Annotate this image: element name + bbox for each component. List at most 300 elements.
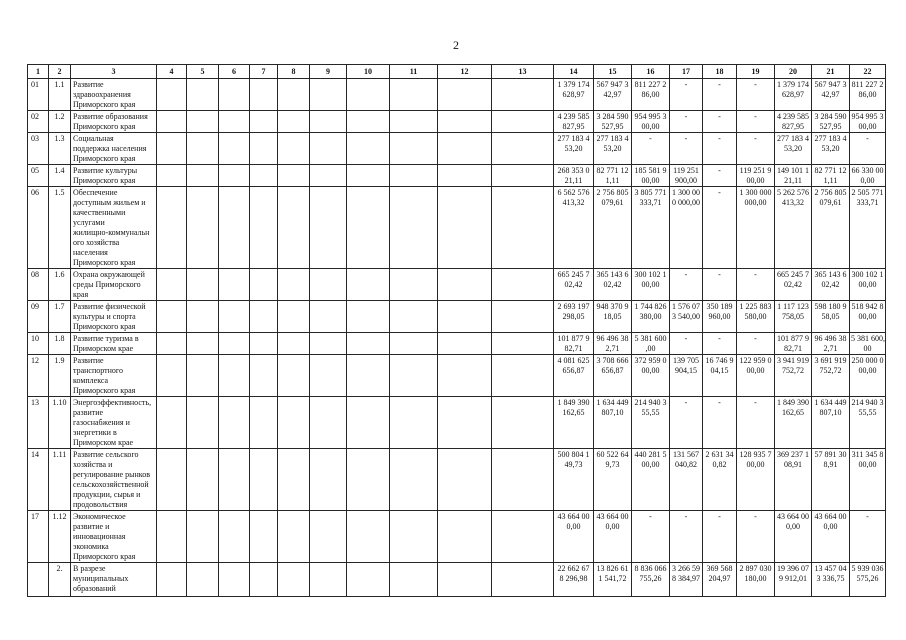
value-cell: 43 664 00 0,00 — [775, 511, 812, 563]
value-cell: 2 505 771 333,71 — [850, 187, 886, 269]
value-cell — [278, 355, 310, 397]
value-cell — [390, 269, 438, 301]
value-cell: 1 744 826 380,00 — [632, 301, 670, 333]
table-row — [28, 133, 886, 165]
value-cell — [492, 511, 554, 563]
value-cell — [187, 165, 219, 187]
value-cell — [310, 269, 347, 301]
value-cell — [219, 449, 250, 511]
value-cell — [390, 111, 438, 133]
value-cell: 4 239 585 827,95 — [775, 111, 812, 133]
value-cell: - — [703, 333, 737, 355]
value-cell: 277 183 4 53,20 — [594, 133, 632, 165]
value-cell — [219, 269, 250, 301]
value-cell — [438, 133, 492, 165]
value-cell — [347, 79, 390, 111]
value-cell: 3 941 919 752,72 — [775, 355, 812, 397]
value-cell — [219, 165, 250, 187]
column-number-header: 13 — [492, 65, 554, 79]
value-cell: 268 353 0 21,11 — [554, 165, 594, 187]
value-cell — [187, 355, 219, 397]
value-cell: 82 771 12 1,11 — [594, 165, 632, 187]
program-name-cell: Развитие физической культуры и спорта Приморского края — [71, 301, 157, 333]
table-row — [28, 111, 886, 133]
program-name-cell: Социальная поддержка населения Приморского края — [71, 133, 157, 165]
value-cell — [219, 79, 250, 111]
value-cell: - — [703, 397, 737, 449]
value-cell — [278, 449, 310, 511]
value-cell — [278, 333, 310, 355]
row-number-cell: 1.3 — [49, 133, 71, 165]
value-cell: 5 381 600, 00 — [851, 334, 885, 353]
value-cell: 311 345 8 00,00 — [850, 449, 886, 511]
table-row — [28, 79, 886, 111]
value-cell: 567 947 3 42,97 — [594, 79, 632, 111]
value-cell: 96 496 38 2,71 — [812, 333, 850, 355]
value-cell: - — [670, 79, 703, 111]
value-cell — [157, 333, 187, 355]
row-number-cell: 1.7 — [49, 301, 71, 333]
value-cell — [438, 563, 492, 597]
value-cell: 149 101 1 21,11 — [775, 165, 812, 187]
row-code-cell — [28, 563, 49, 597]
value-cell: 567 947 3 42,97 — [812, 79, 850, 111]
value-cell — [492, 333, 554, 355]
value-cell: 13 457 04 3 336,75 — [812, 563, 850, 597]
program-name-cell: Энергоэффективность, развитие газоснабжения и энергетики в Приморском крае — [71, 397, 157, 449]
value-cell: 277 183 4 53,20 — [775, 133, 812, 165]
value-cell — [347, 397, 390, 449]
value-cell — [492, 187, 554, 269]
value-cell — [310, 187, 347, 269]
value-cell — [187, 301, 219, 333]
value-cell — [310, 511, 347, 563]
table-row — [28, 511, 886, 563]
table-row — [28, 563, 886, 597]
program-name-cell: В разрезе муниципальных образований — [71, 563, 157, 597]
value-cell — [250, 165, 278, 187]
value-cell — [250, 269, 278, 301]
value-cell: 2 756 805 079,61 — [812, 187, 850, 269]
value-cell — [390, 449, 438, 511]
value-cell: - — [632, 133, 670, 165]
value-cell: 250 000 0 00,00 — [850, 355, 886, 397]
value-cell — [250, 111, 278, 133]
value-cell: 4 239 585 827,95 — [554, 111, 594, 133]
value-cell — [278, 79, 310, 111]
value-cell: 3 284 590 527,95 — [594, 111, 632, 133]
value-cell — [310, 111, 347, 133]
value-cell — [278, 165, 310, 187]
page-number: 2 — [453, 38, 459, 52]
value-cell: 19 396 07 9 912,01 — [775, 563, 812, 597]
value-cell — [438, 301, 492, 333]
value-cell: 5 262 576 413,32 — [775, 187, 812, 269]
value-cell — [390, 301, 438, 333]
value-cell — [390, 355, 438, 397]
value-cell — [250, 187, 278, 269]
value-cell — [438, 397, 492, 449]
value-cell: 60 522 64 9,73 — [594, 449, 632, 511]
table-row — [28, 397, 886, 449]
row-number-cell: 2. — [49, 563, 71, 597]
value-cell — [492, 165, 554, 187]
value-cell: 3 805 771 333,71 — [632, 187, 670, 269]
value-cell — [219, 333, 250, 355]
program-name-cell: Развитие транспортного комплекса Приморского края — [71, 355, 157, 397]
value-cell — [250, 511, 278, 563]
value-cell: 350 189 960,00 — [703, 301, 737, 333]
value-cell — [157, 301, 187, 333]
column-number-header: 11 — [390, 65, 438, 79]
value-cell — [250, 397, 278, 449]
value-cell — [347, 449, 390, 511]
value-cell — [310, 165, 347, 187]
value-cell: 122 959 0 00,00 — [737, 355, 775, 397]
value-cell: - — [632, 511, 670, 563]
value-cell: - — [703, 269, 737, 301]
value-cell: 440 281 5 00,00 — [632, 449, 670, 511]
row-number-cell: 1.12 — [49, 511, 71, 563]
value-cell: - — [670, 111, 703, 133]
row-number-cell: 1.11 — [49, 449, 71, 511]
value-cell — [219, 355, 250, 397]
row-code-cell: 08 — [28, 269, 49, 301]
value-cell: 518 942 8 00,00 — [850, 301, 886, 333]
value-cell: 1 300 00 0 000,00 — [670, 187, 703, 269]
table-row — [28, 355, 886, 397]
row-code-cell: 12 — [28, 355, 49, 397]
value-cell — [250, 449, 278, 511]
program-name-cell: Развитие образования Приморского края — [71, 111, 157, 133]
value-cell: 665 245 7 02,42 — [775, 269, 812, 301]
value-cell: 214 940 3 55,55 — [850, 397, 886, 449]
value-cell — [157, 165, 187, 187]
value-cell: 2 756 805 079,61 — [594, 187, 632, 269]
value-cell — [347, 333, 390, 355]
value-cell: 8 836 066 755,26 — [632, 563, 670, 597]
value-cell: 372 959 0 00,00 — [632, 355, 670, 397]
value-cell: - — [850, 133, 886, 165]
value-cell — [219, 397, 250, 449]
row-number-cell: 1.6 — [49, 269, 71, 301]
table-body — [28, 79, 886, 597]
value-cell — [278, 269, 310, 301]
value-cell: - — [703, 79, 737, 111]
value-cell: 665 245 7 02,42 — [554, 269, 594, 301]
value-cell — [347, 269, 390, 301]
value-cell — [157, 397, 187, 449]
value-cell — [390, 165, 438, 187]
value-cell — [157, 355, 187, 397]
value-cell: - — [670, 333, 703, 355]
value-cell: - — [703, 511, 737, 563]
value-cell — [219, 187, 250, 269]
row-code-cell: 09 — [28, 301, 49, 333]
value-cell: - — [737, 333, 775, 355]
value-cell — [219, 301, 250, 333]
row-number-cell: 1.5 — [49, 187, 71, 269]
value-cell: 1 634 449 807,10 — [812, 397, 850, 449]
value-cell: 57 891 30 8,91 — [812, 449, 850, 511]
table-row — [28, 449, 886, 511]
value-cell: 1 576 07 3 540,00 — [670, 301, 703, 333]
value-cell — [310, 397, 347, 449]
value-cell: 500 804 1 49,73 — [554, 449, 594, 511]
table-row — [28, 165, 886, 187]
value-cell — [157, 449, 187, 511]
value-cell — [347, 301, 390, 333]
value-cell — [219, 511, 250, 563]
value-cell — [390, 563, 438, 597]
row-number-cell: 1.10 — [49, 397, 71, 449]
column-number-header: 17 — [670, 65, 703, 79]
value-cell — [310, 449, 347, 511]
value-cell — [157, 187, 187, 269]
value-cell — [492, 449, 554, 511]
row-number-cell: 1.9 — [49, 355, 71, 397]
value-cell — [278, 563, 310, 597]
value-cell: 369 237 1 08,91 — [775, 449, 812, 511]
column-number-header: 7 — [250, 65, 278, 79]
row-code-cell: 01 — [28, 79, 49, 111]
column-number-header: 20 — [775, 65, 812, 79]
value-cell — [187, 79, 219, 111]
value-cell — [187, 333, 219, 355]
row-code-cell: 13 — [28, 397, 49, 449]
value-cell: 66 330 00 0,00 — [851, 166, 884, 185]
value-cell: 300 102 1 00,00 — [850, 269, 886, 301]
value-cell — [492, 111, 554, 133]
row-code-cell: 17 — [28, 511, 49, 563]
value-cell — [347, 563, 390, 597]
row-number-cell: 1.1 — [49, 79, 71, 111]
value-cell: 365 143 6 02,42 — [812, 269, 850, 301]
value-cell — [187, 111, 219, 133]
value-cell — [187, 133, 219, 165]
value-cell: 3 691 919 752,72 — [812, 355, 850, 397]
row-code-cell: 14 — [28, 449, 49, 511]
column-number-header: 18 — [703, 65, 737, 79]
value-cell — [250, 333, 278, 355]
value-cell: 5 381 600 ,00 — [632, 333, 670, 355]
value-cell: 16 746 9 04,15 — [703, 355, 737, 397]
value-cell: 119 251 900,00 — [670, 165, 703, 187]
value-cell: - — [670, 397, 703, 449]
value-cell: 3 266 59 8 384,97 — [670, 563, 703, 597]
value-cell: 2 631 34 0,82 — [703, 449, 737, 511]
program-name-cell: Обеспечение доступным жильем и качественными услугами жилищно-коммунальн ого хозяйства населения Приморского края — [71, 187, 157, 269]
program-name-cell: Экономическое развитие и инновационная экономика Приморского края — [71, 511, 157, 563]
value-cell — [390, 397, 438, 449]
value-cell — [187, 511, 219, 563]
value-cell — [157, 269, 187, 301]
value-cell — [492, 563, 554, 597]
value-cell: 101 877 9 82,71 — [554, 333, 594, 355]
row-code-cell: 02 — [28, 111, 49, 133]
value-cell: 185 581 9 00,00 — [632, 165, 670, 187]
value-cell — [438, 269, 492, 301]
value-cell: - — [737, 133, 775, 165]
table-head — [28, 65, 886, 79]
table-row — [28, 269, 886, 301]
value-cell: 119 251 9 00,00 — [737, 165, 775, 187]
value-cell — [219, 133, 250, 165]
column-number-header: 5 — [187, 65, 219, 79]
column-number-header: 10 — [347, 65, 390, 79]
value-cell: 4 081 625 656,87 — [554, 355, 594, 397]
value-cell: 43 664 00 0,00 — [554, 511, 594, 563]
value-cell — [187, 269, 219, 301]
value-cell — [157, 133, 187, 165]
value-cell — [250, 133, 278, 165]
value-cell: - — [737, 269, 775, 301]
value-cell — [278, 301, 310, 333]
value-cell: 1 849 390 162,65 — [554, 397, 594, 449]
table-row — [28, 333, 886, 355]
value-cell: - — [703, 111, 737, 133]
value-cell: 954 995 3 00,00 — [632, 111, 670, 133]
program-name-cell: Развитие культуры Приморского края — [71, 165, 157, 187]
column-number-header: 6 — [219, 65, 250, 79]
value-cell — [438, 187, 492, 269]
value-cell: - — [703, 187, 737, 269]
value-cell: 101 877 9 82,71 — [775, 333, 812, 355]
value-cell — [250, 301, 278, 333]
value-cell — [310, 333, 347, 355]
value-cell — [438, 333, 492, 355]
value-cell: - — [703, 133, 737, 165]
value-cell: 3 284 590 527,95 — [812, 111, 850, 133]
value-cell: 128 935 7 00,00 — [737, 449, 775, 511]
value-cell — [492, 355, 554, 397]
value-cell: 1 300 000 000,00 — [737, 187, 775, 269]
value-cell: 1 379 174 628,97 — [554, 79, 594, 111]
value-cell — [219, 111, 250, 133]
row-code-cell: 03 — [28, 133, 49, 165]
value-cell: 13 826 61 1 541,72 — [594, 563, 632, 597]
row-number-cell: 1.4 — [49, 165, 71, 187]
column-number-header: 22 — [850, 65, 886, 79]
value-cell — [310, 301, 347, 333]
value-cell — [187, 563, 219, 597]
value-cell — [492, 79, 554, 111]
value-cell — [157, 79, 187, 111]
value-cell — [390, 187, 438, 269]
value-cell — [278, 111, 310, 133]
value-cell: - — [737, 397, 775, 449]
value-cell — [250, 355, 278, 397]
value-cell — [347, 511, 390, 563]
budget-table — [27, 64, 886, 597]
value-cell — [347, 187, 390, 269]
column-number-header: 21 — [812, 65, 850, 79]
value-cell: 43 664 00 0,00 — [812, 511, 850, 563]
column-number-header: 16 — [632, 65, 670, 79]
value-cell — [310, 79, 347, 111]
value-cell — [492, 301, 554, 333]
column-number-header: 14 — [554, 65, 594, 79]
value-cell — [492, 269, 554, 301]
value-cell — [310, 563, 347, 597]
value-cell: - — [737, 111, 775, 133]
value-cell: 3 708 666 656,87 — [594, 355, 632, 397]
row-code-cell: 10 — [28, 333, 49, 355]
value-cell: 954 995 3 00,00 — [851, 112, 884, 131]
value-cell — [390, 511, 438, 563]
value-cell — [310, 133, 347, 165]
value-cell — [347, 111, 390, 133]
value-cell — [250, 79, 278, 111]
value-cell: 43 664 00 0,00 — [594, 511, 632, 563]
column-number-header: 3 — [71, 65, 157, 79]
value-cell: 6 562 576 413,32 — [554, 187, 594, 269]
value-cell — [157, 111, 187, 133]
value-cell: 1 634 449 807,10 — [594, 397, 632, 449]
value-cell: 5 939 036 575,26 — [850, 563, 886, 597]
value-cell — [438, 511, 492, 563]
table-row — [28, 301, 886, 333]
table-row — [28, 187, 886, 269]
row-code-cell: 05 — [28, 165, 49, 187]
value-cell — [438, 165, 492, 187]
value-cell — [347, 133, 390, 165]
value-cell — [278, 397, 310, 449]
value-cell — [310, 355, 347, 397]
value-cell — [438, 111, 492, 133]
value-cell — [438, 355, 492, 397]
column-number-header: 1 — [28, 65, 49, 79]
table-header-row — [28, 65, 886, 79]
column-number-header: 12 — [438, 65, 492, 79]
value-cell: - — [850, 511, 886, 563]
program-name-cell: Развитие туризма в Приморском крае — [71, 333, 157, 355]
value-cell — [390, 133, 438, 165]
value-cell — [438, 449, 492, 511]
value-cell — [219, 563, 250, 597]
value-cell — [250, 563, 278, 597]
value-cell: 1 379 174 628,97 — [775, 79, 812, 111]
value-cell: - — [670, 511, 703, 563]
value-cell — [390, 333, 438, 355]
program-name-cell: Охрана окружающей среды Приморского края — [71, 269, 157, 301]
value-cell: 948 370 9 18,05 — [594, 301, 632, 333]
value-cell: 811 227 2 86,00 — [850, 79, 886, 111]
value-cell: - — [670, 269, 703, 301]
value-cell: 369 568 204,97 — [703, 563, 737, 597]
program-name-cell: Развитие сельского хозяйства и регулирование рынков сельскохозяйственной продукции, сырья и продовольствия — [71, 449, 157, 511]
value-cell: 277 183 4 53,20 — [554, 133, 594, 165]
column-number-header: 8 — [278, 65, 310, 79]
value-cell: 214 940 3 55,55 — [632, 397, 670, 449]
value-cell — [157, 563, 187, 597]
value-cell — [157, 511, 187, 563]
value-cell: 1 849 390 162,65 — [775, 397, 812, 449]
value-cell: 300 102 1 00,00 — [632, 269, 670, 301]
value-cell: 22 662 67 8 296,98 — [554, 563, 594, 597]
value-cell — [187, 397, 219, 449]
value-cell: - — [737, 511, 775, 563]
row-number-cell: 1.8 — [49, 333, 71, 355]
value-cell: 365 143 6 02,42 — [594, 269, 632, 301]
column-number-header: 4 — [157, 65, 187, 79]
value-cell: 811 227 2 86,00 — [632, 79, 670, 111]
value-cell: 1 225 883 580,00 — [737, 301, 775, 333]
value-cell — [438, 79, 492, 111]
value-cell: 598 180 9 58,05 — [812, 301, 850, 333]
value-cell — [187, 187, 219, 269]
value-cell — [278, 187, 310, 269]
